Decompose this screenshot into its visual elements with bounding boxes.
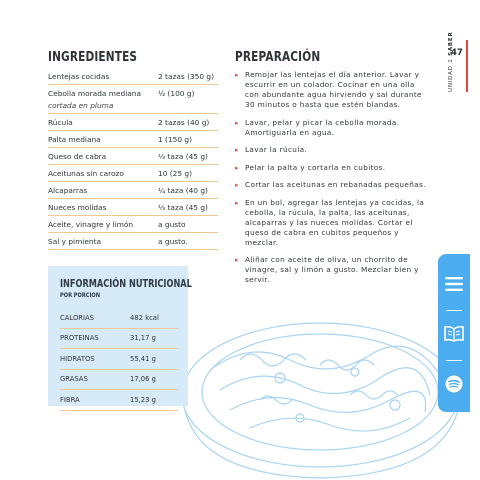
step-text: Lavar, pelar y picar la cebolla morada. Amortiguarla en agua.	[245, 117, 400, 137]
nutrition-label: PROTEINAS	[60, 334, 99, 343]
preparation-step	[235, 145, 431, 155]
ingredient-note: cortada en pluma	[48, 101, 114, 110]
running-head-title: SABER	[448, 31, 454, 56]
ingredient-quantity: 1 (150 g)	[158, 135, 192, 144]
step-text: Aliñar con aceite de oliva, un chorrito de vinagre, sal y limón a gusto. Mezclar bien y servir.	[245, 255, 419, 284]
preparation-steps	[235, 70, 431, 293]
ingredient-row	[48, 131, 218, 148]
sidebar-toolbar	[438, 254, 470, 412]
nutrition-value: 31,17 g	[130, 334, 156, 343]
nutrition-value: 55,41 g	[130, 354, 156, 363]
ingredient-row	[48, 165, 218, 182]
ingredient-quantity: 2 tazas (350 g)	[158, 72, 214, 81]
ingredients-title: INGREDIENTES	[48, 49, 138, 65]
bowl-illustration	[180, 300, 470, 480]
ingredient-quantity: a gusto	[158, 220, 186, 229]
ingredient-row	[48, 68, 218, 85]
nutrition-row	[60, 390, 178, 411]
book-icon	[444, 326, 464, 342]
preparation-step	[235, 163, 431, 173]
nutrition-label: HIDRATOS	[60, 354, 95, 363]
ingredient-name: Alcaparras	[48, 186, 88, 195]
preparation-step	[235, 180, 431, 190]
bullet-arrow-icon: ▸	[235, 163, 239, 172]
nutrition-row	[60, 329, 178, 350]
bullet-arrow-icon: ▸	[235, 71, 239, 79]
ingredient-name: Rúcula	[48, 118, 73, 127]
ingredient-quantity: ½ (100 g)	[158, 89, 195, 98]
nutrition-value: 15,23 g	[130, 395, 156, 404]
preparation-step	[235, 198, 431, 248]
nutrition-row	[60, 308, 178, 329]
nutrition-row	[60, 370, 178, 391]
nutrition-label: FIBRA	[60, 395, 80, 404]
ingredient-row	[48, 148, 218, 165]
bullet-arrow-icon: ▸	[235, 198, 239, 207]
ingredient-quantity: a gusto.	[158, 237, 188, 246]
ingredient-quantity: ⅓ taza (45 g)	[158, 203, 208, 212]
menu-button[interactable]	[438, 266, 470, 302]
bullet-arrow-icon: ▸	[235, 256, 239, 264]
preparation-title: PREPARACIÓN	[235, 49, 321, 65]
nutrition-table	[60, 308, 178, 411]
ingredient-quantity: ⅓ taza (45 g)	[158, 152, 208, 161]
spotify-icon	[445, 375, 463, 393]
ingredient-name: Palta mediana	[48, 135, 101, 144]
ingredient-row	[48, 114, 218, 131]
running-head-unit: UNIDAD 1	[448, 58, 454, 92]
accent-bar	[466, 40, 468, 92]
page-number: 47	[451, 48, 463, 58]
ingredient-name: Sal y pimienta	[48, 237, 102, 246]
ingredient-quantity: ¼ taza (40 g)	[158, 186, 208, 195]
sidebar-divider	[446, 310, 462, 311]
nutrition-subtitle: POR PORCIÓN	[60, 292, 101, 299]
preparation-step	[235, 70, 431, 110]
step-text: Pelar la palta y cortarla en cubitos.	[245, 162, 386, 172]
ingredient-name: Nueces molidas	[48, 203, 107, 212]
ingredient-name: Lentejas cocidas	[48, 72, 110, 81]
spotify-button[interactable]	[438, 366, 470, 402]
ingredient-quantity: 10 (25 g)	[158, 169, 192, 178]
nutrition-title: INFORMACIÓN NUTRICIONAL	[60, 278, 192, 290]
preparation-step	[235, 118, 431, 138]
ingredient-name: Queso de cabra	[48, 152, 107, 161]
preparation-step	[235, 255, 431, 285]
nutrition-row	[60, 349, 178, 370]
bullet-arrow-icon: ▸	[235, 181, 239, 189]
ingredient-row	[48, 182, 218, 199]
step-text: Remojar las lentejas el día anterior. Lavar y escurrir en un colador. Cocinar en una olla con abundante agua hirviendo y sal durante 30 minutos o hasta que estén blandas.	[245, 70, 422, 109]
step-text: Cortar las aceitunas en rebanadas pequeñas.	[245, 180, 426, 189]
nutrition-card	[48, 266, 192, 406]
ingredient-row	[48, 199, 218, 216]
bullet-arrow-icon: ▸	[235, 146, 239, 154]
ingredient-row	[48, 85, 218, 114]
ingredient-name: Cebolla morada mediana cortada en pluma	[48, 89, 158, 110]
ingredient-name: Aceitunas sin carozo	[48, 169, 124, 178]
ingredients-table	[48, 68, 218, 250]
nutrition-label: GRASAS	[60, 375, 88, 384]
running-head	[448, 31, 454, 92]
step-text: Lavar la rúcula.	[245, 145, 308, 154]
menu-icon	[445, 277, 463, 291]
ingredient-quantity: 2 tazas (40 g)	[158, 118, 210, 127]
bullet-arrow-icon: ▸	[235, 118, 239, 127]
ingredient-name: Aceite, vinagre y limón	[48, 220, 134, 229]
nutrition-value: 482 kcal	[130, 313, 159, 322]
ingredient-row	[48, 216, 218, 233]
step-text: En un bol, agregar las lentejas ya cocidas, la cebolla, la rúcula, la palta, las aceitunas, alcaparras y las nueces molidas. Cortar el queso de cabra en cubitos pequeños y mezclar.	[245, 197, 425, 247]
ingredient-row	[48, 233, 218, 250]
nutrition-label: CALORIAS	[60, 313, 94, 322]
sidebar-divider	[446, 360, 462, 361]
book-button[interactable]	[438, 316, 470, 352]
nutrition-value: 17,06 g	[130, 375, 156, 384]
